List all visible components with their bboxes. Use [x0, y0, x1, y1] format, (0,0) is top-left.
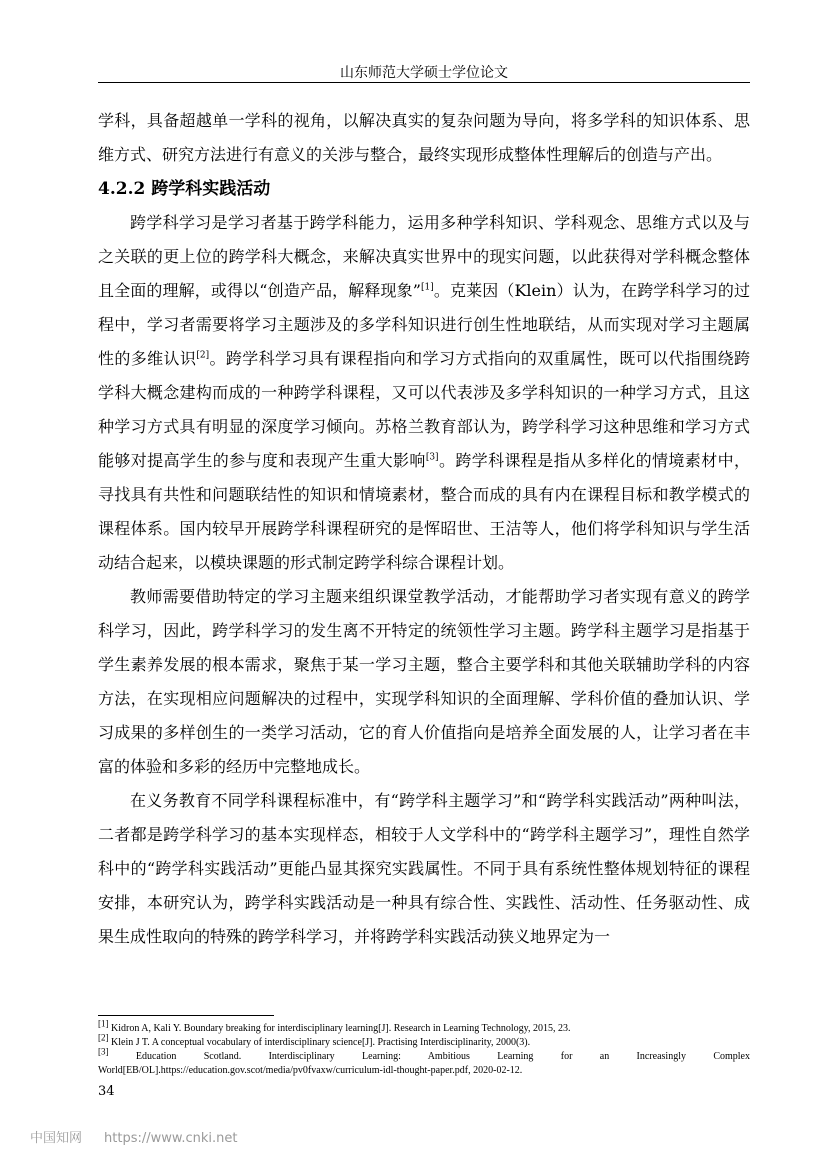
header-rule: [98, 82, 750, 83]
footnote-1: [98, 1018, 750, 1036]
footnote-rule: [98, 1015, 274, 1016]
footnote-text: Klein J T. A conceptual vocabulary of interdisciplinary science[J]. Practising Interdisciplinarity, 2000(3).: [108, 1037, 531, 1048]
paragraph-3: 在义务教育不同学科课程标准中，有“跨学科主题学习”和“跨学科实践活动”两种叫法，二者都是跨学科学习的基本实现样态，相较于人文学科中的“跨学科主题学习”，理性自然学科中的“跨学科实践活动”更能凸显其探究实践属性。不同于具有系统性整体规划特征的课程安排，本研究认为，跨学科实践活动是一种具有综合性、实践性、活动性、任务驱动性、成果生成性取向的特殊的跨学科学习，并将跨学科实践活动狭义地界定为一: [98, 791, 750, 946]
paragraph-continued: 学科，具备超越单一学科的视角，以解决真实的复杂问题为导向，将多学科的知识体系、思维方式、研究方法进行有意义的关涉与整合，最终实现形成整体性理解后的创造与产出。: [98, 111, 750, 164]
footnote-2: [98, 1032, 750, 1050]
text-span: 。跨学科课程是指从多样化的情境素材中，寻找具有共性和问题联结性的知识和情境素材，整合而成的具有内在课程目标和教学模式的课程体系。国内较早开展跨学科课程研究的是恽昭世、王洁等人，他们将学科知识与学生活动结合起来，以模块课题的形式制定跨学科综合课程计划。: [98, 451, 750, 572]
watermark-site: 中国知网: [30, 1131, 83, 1146]
footnotes: [98, 1018, 750, 1078]
footnote-text: Education Scotland. Interdisciplinary Learning: Ambitious Learning for an Increasingly Complex World[EB/OL].https://education.gov.scot/media/pv0fvaxw/curriculum-idl-thought-paper.pdf, 2020-02-12.: [98, 1051, 750, 1076]
footnote-text: Kidron A, Kali Y. Boundary breaking for interdisciplinary learning[J]. Research in Learning Technology, 2015, 23.: [108, 1023, 571, 1034]
watermark-url: https://www.cnki.net: [104, 1131, 238, 1146]
running-header: 山东师范大学硕士学位论文: [340, 65, 508, 81]
footnote-3: [98, 1046, 750, 1078]
citation-ref-1[interactable]: [1]: [420, 282, 434, 293]
page-number: 34: [98, 1084, 115, 1099]
citation-ref-3[interactable]: [3]: [425, 452, 439, 463]
text-span: 。克莱因（Klein）认为，在跨学科学习的过程中，学习者需要将学习主题涉及的多学科知识进行创生性地联结，从而实现对学习主题属性的多维认识: [98, 281, 750, 368]
section-heading: 4.2.2 跨学科实践活动: [98, 179, 271, 199]
footnote-mark: [2]: [98, 1032, 109, 1043]
footnote-mark: [3]: [98, 1046, 109, 1057]
text-span: 。跨学科学习具有课程指向和学习方式指向的双重属性，既可以代指围绕跨学科大概念建构而成的一种跨学科课程，又可以代表涉及多学科知识的一种学习方式，且这种学习方式具有明显的深度学习倾向。苏格兰教育部认为，跨学科学习这种思维和学习方式能够对提高学生的参与度和表现产生重大影响: [98, 349, 750, 470]
citation-ref-2[interactable]: [2]: [196, 350, 210, 361]
watermark: [30, 1127, 237, 1146]
paragraph-1: [98, 206, 750, 580]
paragraph-2: 教师需要借助特定的学习主题来组织课堂教学活动，才能帮助学习者实现有意义的跨学科学习，因此，跨学科学习的发生离不开特定的统领性学习主题。跨学科主题学习是指基于学生素养发展的根本需求，聚焦于某一学习主题，整合主要学科和其他关联辅助学科的内容方法，在实现相应问题解决的过程中，实现学科知识的全面理解、学科价值的叠加认识、学习成果的多样创生的一类学习活动，它的育人价值指向是培养全面发展的人，让学习者在丰富的体验和多彩的经历中完整地成长。: [98, 587, 750, 776]
footnote-mark: [1]: [98, 1018, 109, 1029]
body-text: [98, 104, 750, 954]
text-span: 跨学科学习是学习者基于跨学科能力，运用多种学科知识、学科观念、思维方式以及与之关联的更上位的跨学科大概念，来解决真实世界中的现实问题，以此获得对学科概念整体且全面的理解，或得以“创造产品，解释现象”: [98, 213, 750, 300]
